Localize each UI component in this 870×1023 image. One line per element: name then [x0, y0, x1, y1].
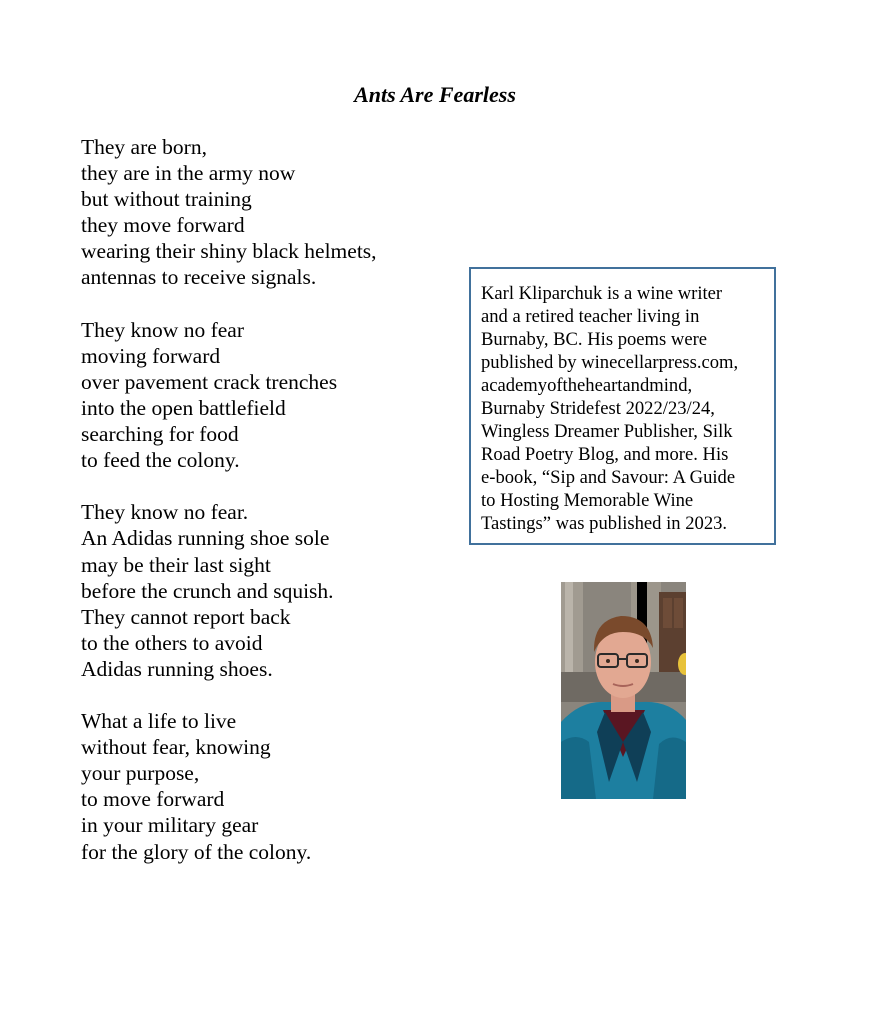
bio-line: Burnaby Stridefest 2022/23/24, — [481, 398, 715, 419]
poem-line: they move forward — [81, 213, 245, 238]
poem-line: An Adidas running shoe sole — [81, 526, 330, 551]
poem-line: they are in the army now — [81, 161, 296, 186]
poem-line: to feed the colony. — [81, 448, 240, 473]
author-bio-box — [469, 267, 776, 545]
poem-line: in your military gear — [81, 813, 259, 838]
bio-line: Wingless Dreamer Publisher, Silk — [481, 421, 733, 442]
poem-line: before the crunch and squish. — [81, 578, 334, 603]
bio-line: Road Poetry Blog, and more. His — [481, 444, 729, 465]
poem-line: moving forward — [81, 343, 221, 368]
poem-line: over pavement crack trenches — [81, 369, 338, 394]
poem-line: They know no fear — [81, 317, 244, 342]
author-photo-icon — [561, 582, 686, 799]
poem-line: without fear, knowing — [81, 735, 271, 760]
poem-line: They cannot report back — [81, 604, 291, 629]
poem-line: Adidas running shoes. — [81, 656, 273, 681]
bio-line: Karl Kliparchuk is a wine writer — [481, 283, 723, 304]
poem-line: They know no fear. — [81, 500, 249, 525]
poem-line: may be their last sight — [81, 552, 271, 577]
stanza — [81, 499, 461, 682]
poem-line: to move forward — [81, 787, 225, 812]
stanza — [81, 134, 461, 291]
poem-line: antennas to receive signals. — [81, 265, 317, 290]
poem-line: but without training — [81, 187, 252, 212]
bio-line: academyoftheheartandmind, — [481, 375, 693, 396]
poem-line: What a life to live — [81, 709, 237, 734]
bio-line: Tastings” was published in 2023. — [481, 513, 728, 534]
bio-line: and a retired teacher living in — [481, 306, 700, 327]
stanza — [81, 317, 461, 474]
poem-title: Ants Are Fearless — [354, 82, 516, 107]
bio-line: published by winecellarpress.com, — [481, 352, 739, 373]
poem-line: They are born, — [81, 135, 207, 159]
poem-line: your purpose, — [81, 761, 200, 786]
bio-line: Burnaby, BC. His poems were — [481, 329, 708, 350]
poem-line: into the open battlefield — [81, 395, 286, 420]
stanza — [81, 708, 461, 865]
poem-line: wearing their shiny black helmets, — [81, 239, 377, 264]
poem-line: for the glory of the colony. — [81, 839, 312, 864]
bio-line: e-book, “Sip and Savour: A Guide — [481, 467, 736, 488]
poem-body — [81, 134, 461, 891]
author-photo — [561, 582, 686, 799]
poem-line: searching for food — [81, 422, 239, 447]
poem-line: to the others to avoid — [81, 630, 263, 655]
bio-line: to Hosting Memorable Wine — [481, 490, 694, 511]
